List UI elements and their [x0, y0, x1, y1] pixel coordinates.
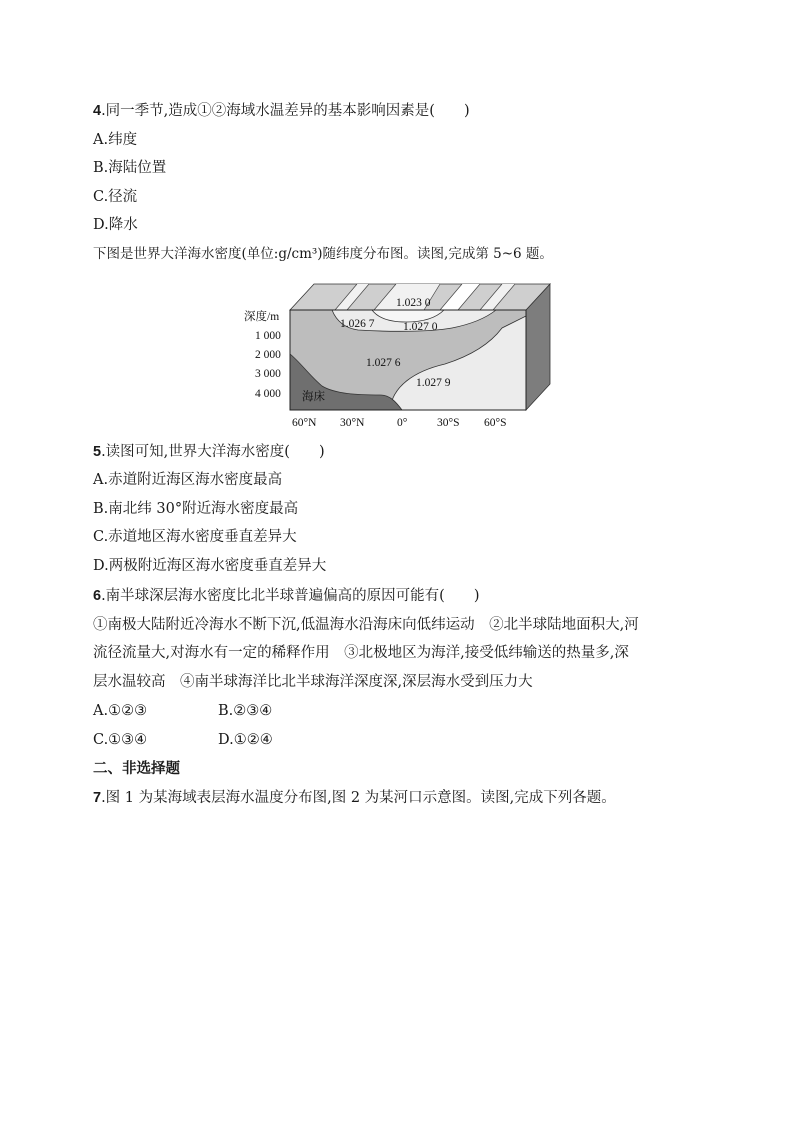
q4-option-d[interactable]: D.降水 [93, 217, 138, 233]
q6-statement-line: ①南极大陆附近冷海水不断下沉,低温海水沿海床向低纬运动 ②北半球陆地面积大,河 [93, 617, 639, 633]
seabed-label: 海床 [302, 391, 325, 403]
q6-option-d[interactable]: D.①②④ [218, 732, 273, 748]
density-figure [240, 276, 560, 432]
question-6-stem [93, 586, 480, 606]
q5-option-d[interactable]: D.两极附近海区海水密度垂直差异大 [93, 558, 327, 574]
q5-option-b[interactable]: B.南北纬 30°附近海水密度最高 [93, 501, 299, 517]
question-4-stem [93, 101, 470, 121]
q4-option-b[interactable]: B.海陆位置 [93, 160, 167, 176]
question-5-stem [93, 442, 325, 462]
figure-intro: 下图是世界大洋海水密度(单位:g/cm³)随纬度分布图。读图,完成第 5~6 题。 [93, 246, 553, 262]
depth-tick: 1 000 [255, 330, 281, 342]
density-label: 1.026 7 [340, 318, 375, 330]
question-text: .读图可知,世界大洋海水密度( ) [101, 444, 325, 460]
density-label: 1.023 0 [396, 297, 431, 309]
question-number: 7 [93, 790, 102, 806]
latitude-tick: 30°N [340, 417, 365, 429]
section-heading: 二、非选择题 [93, 760, 180, 777]
q6-statement-line: 流径流量大,对海水有一定的稀释作用 ③北极地区为海洋,接受低纬输送的热量多,深 [93, 645, 629, 661]
latitude-tick: 60°S [484, 417, 507, 429]
depth-tick: 2 000 [255, 349, 281, 361]
q4-option-c[interactable]: C.径流 [93, 189, 138, 205]
question-number: 5 [93, 444, 102, 460]
latitude-tick: 60°N [292, 417, 317, 429]
question-text: .同一季节,造成①②海域水温差异的基本影响因素是( ) [101, 103, 470, 119]
q6-statement-line: 层水温较高 ④南半球海洋比北半球海洋深度深,深层海水受到压力大 [93, 674, 533, 690]
density-diagram [240, 276, 560, 432]
density-label: 1.027 0 [403, 321, 438, 333]
question-number: 4 [93, 103, 102, 119]
q6-option-b[interactable]: B.②③④ [218, 703, 273, 719]
depth-tick: 4 000 [255, 388, 281, 400]
question-7-stem [93, 788, 616, 808]
q6-option-a[interactable]: A.①②③ [93, 703, 148, 719]
depth-tick: 3 000 [255, 368, 281, 380]
density-label: 1.027 9 [416, 377, 451, 389]
question-text: .图 1 为某海域表层海水温度分布图,图 2 为某河口示意图。读图,完成下列各题。 [101, 790, 616, 806]
density-label: 1.027 6 [366, 357, 401, 369]
question-number: 6 [93, 588, 102, 604]
latitude-tick: 30°S [437, 417, 460, 429]
q5-option-c[interactable]: C.赤道地区海水密度垂直差异大 [93, 529, 297, 545]
q6-option-c[interactable]: C.①③④ [93, 732, 148, 748]
latitude-tick: 0° [397, 417, 408, 429]
depth-axis-title: 深度/m [244, 311, 280, 323]
question-text: .南半球深层海水密度比北半球普遍偏高的原因可能有( ) [101, 588, 480, 604]
q5-option-a[interactable]: A.赤道附近海区海水密度最高 [93, 472, 283, 488]
q4-option-a[interactable]: A.纬度 [93, 132, 138, 148]
